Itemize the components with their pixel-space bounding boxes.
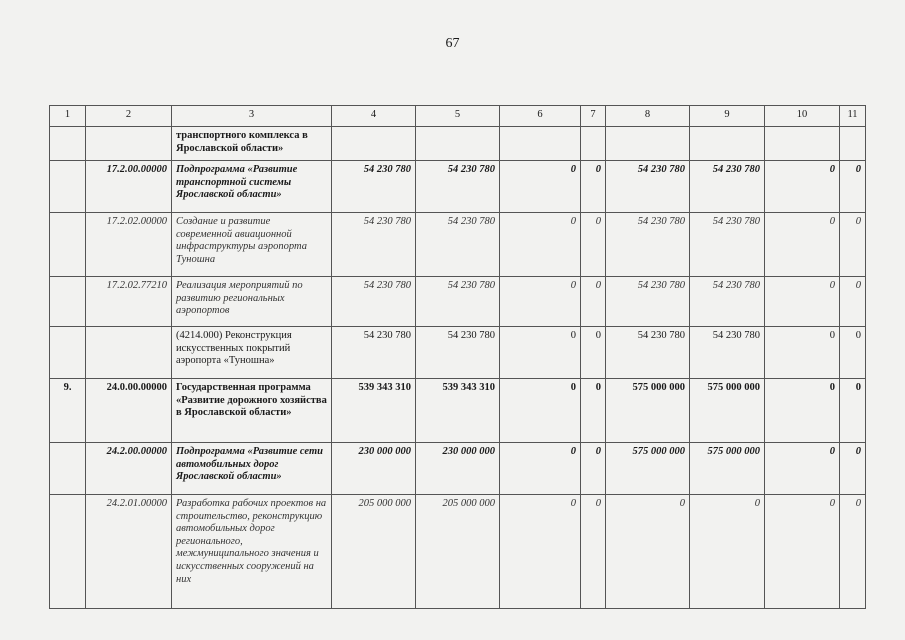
value-cell: 54 230 780 [690,213,765,277]
value-cell: 0 [581,161,606,213]
value-cell: 230 000 000 [332,443,416,495]
value-cell [581,127,606,161]
value-cell: 54 230 780 [606,161,690,213]
value-cell [416,127,500,161]
value-cell: 0 [581,277,606,327]
value-cell: 0 [500,443,581,495]
value-cell: 0 [500,277,581,327]
column-header: 1 [50,106,86,127]
value-cell: 0 [765,443,840,495]
value-cell: 0 [840,379,866,443]
value-cell: 0 [500,327,581,379]
value-cell: 0 [606,495,690,609]
column-header: 2 [86,106,172,127]
value-cell: 0 [765,495,840,609]
column-header: 3 [172,106,332,127]
table-row [50,379,866,443]
budget-code: 24.2.01.00000 [86,495,172,609]
value-cell: 0 [500,495,581,609]
value-cell: 0 [840,213,866,277]
table-row [50,327,866,379]
value-cell: 54 230 780 [416,161,500,213]
budget-code [86,127,172,161]
value-cell: 539 343 310 [332,379,416,443]
column-header: 7 [581,106,606,127]
value-cell [606,127,690,161]
budget-code: 17.2.02.00000 [86,213,172,277]
item-name: Подпрограмма «Развитие сети автомобильных дорог Ярославской области» [172,443,332,495]
item-name: транспортного комплекса в Ярославской области» [172,127,332,161]
column-number-row [50,106,866,127]
table-row [50,213,866,277]
row-number [50,127,86,161]
value-cell [500,127,581,161]
table-row [50,443,866,495]
value-cell: 0 [765,379,840,443]
row-number [50,495,86,609]
value-cell: 575 000 000 [690,443,765,495]
value-cell: 54 230 780 [606,277,690,327]
value-cell: 54 230 780 [332,327,416,379]
value-cell [840,127,866,161]
value-cell: 54 230 780 [332,277,416,327]
row-number [50,161,86,213]
value-cell: 230 000 000 [416,443,500,495]
table-row [50,277,866,327]
budget-table [49,105,866,609]
value-cell: 54 230 780 [606,213,690,277]
value-cell: 0 [840,277,866,327]
value-cell: 54 230 780 [332,213,416,277]
value-cell: 54 230 780 [416,277,500,327]
page-number: 67 [445,36,460,51]
value-cell: 0 [840,495,866,609]
row-number: 9. [50,379,86,443]
value-cell: 575 000 000 [690,379,765,443]
value-cell: 0 [581,495,606,609]
value-cell: 0 [500,213,581,277]
item-name: Создание и развитие современной авиационной инфраструктуры аэропорта Туношна [172,213,332,277]
value-cell: 539 343 310 [416,379,500,443]
item-name: Разработка рабочих проектов на строительство, реконструкцию автомобильных дорог регионального, межмуниципального значения и искусственных сооружений на них [172,495,332,609]
row-number [50,443,86,495]
value-cell [765,127,840,161]
item-name: Реализация мероприятий по развитию региональных аэропортов [172,277,332,327]
value-cell: 0 [765,327,840,379]
column-header: 11 [840,106,866,127]
value-cell: 205 000 000 [416,495,500,609]
column-header: 9 [690,106,765,127]
value-cell: 54 230 780 [690,277,765,327]
value-cell: 575 000 000 [606,379,690,443]
value-cell: 0 [840,161,866,213]
item-name: Подпрограмма «Развитие транспортной системы Ярославской области» [172,161,332,213]
value-cell: 0 [581,443,606,495]
value-cell: 54 230 780 [690,161,765,213]
table-row [50,161,866,213]
value-cell: 54 230 780 [416,213,500,277]
row-number [50,327,86,379]
value-cell: 0 [690,495,765,609]
value-cell: 0 [765,213,840,277]
value-cell: 0 [500,161,581,213]
item-name: Государственная программа «Развитие дорожного хозяйства в Ярославской области» [172,379,332,443]
value-cell [690,127,765,161]
value-cell: 0 [500,379,581,443]
value-cell: 0 [581,213,606,277]
value-cell: 0 [765,161,840,213]
budget-code: 17.2.02.77210 [86,277,172,327]
value-cell: 54 230 780 [606,327,690,379]
value-cell: 0 [581,327,606,379]
value-cell: 205 000 000 [332,495,416,609]
value-cell: 0 [765,277,840,327]
column-header: 8 [606,106,690,127]
item-name: (4214.000) Реконструкция искусственных покрытий аэропорта «Туношна» [172,327,332,379]
value-cell: 54 230 780 [416,327,500,379]
value-cell [332,127,416,161]
value-cell: 54 230 780 [690,327,765,379]
table-row [50,127,866,161]
value-cell: 54 230 780 [332,161,416,213]
value-cell: 0 [840,327,866,379]
budget-code: 24.2.00.00000 [86,443,172,495]
budget-code: 24.0.00.00000 [86,379,172,443]
column-header: 6 [500,106,581,127]
row-number [50,213,86,277]
value-cell: 0 [581,379,606,443]
row-number [50,277,86,327]
value-cell: 575 000 000 [606,443,690,495]
value-cell: 0 [840,443,866,495]
column-header: 5 [416,106,500,127]
budget-code [86,327,172,379]
table-row [50,495,866,609]
budget-code: 17.2.00.00000 [86,161,172,213]
column-header: 4 [332,106,416,127]
column-header: 10 [765,106,840,127]
